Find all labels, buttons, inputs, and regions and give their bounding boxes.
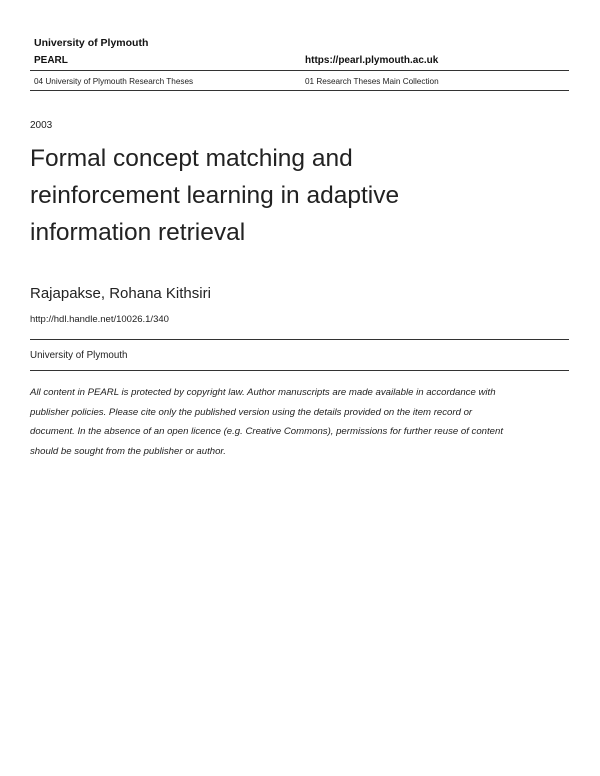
handle-link[interactable]: http://hdl.handle.net/10026.1/340 (30, 314, 169, 325)
collection-right-link[interactable]: 01 Research Theses Main Collection (305, 77, 439, 86)
thesis-title (30, 140, 570, 251)
author-name: Rajapakse, Rohana Kithsiri (30, 285, 211, 302)
title-line: Formal concept matching and (30, 145, 353, 172)
title-line: reinforcement learning in adaptive (30, 182, 400, 209)
header-divider-top (30, 70, 569, 71)
notice-line: should be sought from the publisher or author. (30, 445, 226, 457)
collection-row (30, 77, 568, 89)
notice-line: publisher policies. Please cite only the published version using the details provided on the item record or (30, 406, 473, 418)
university-name: University of Plymouth (34, 37, 149, 49)
publisher-divider-top (30, 339, 569, 340)
collection-left-link[interactable]: 04 University of Plymouth Research Theses (34, 77, 194, 86)
notice-line: document. In the absence of an open licence (e.g. Creative Commons), permissions for further reuse of content (30, 426, 504, 437)
repository-url-link[interactable]: https://pearl.plymouth.ac.uk (305, 55, 439, 66)
notice-line: All content in PEARL is protected by copyright law. Author manuscripts are made available in accordance with (30, 387, 496, 398)
publication-year: 2003 (30, 120, 53, 131)
title-line: information retrieval (30, 219, 246, 246)
repository-name: PEARL (34, 55, 68, 66)
copyright-notice (30, 383, 575, 461)
publisher-name: University of Plymouth (30, 350, 128, 361)
header-divider-bottom (30, 90, 569, 91)
repository-header (30, 55, 568, 69)
publisher-divider-bottom (30, 370, 569, 371)
